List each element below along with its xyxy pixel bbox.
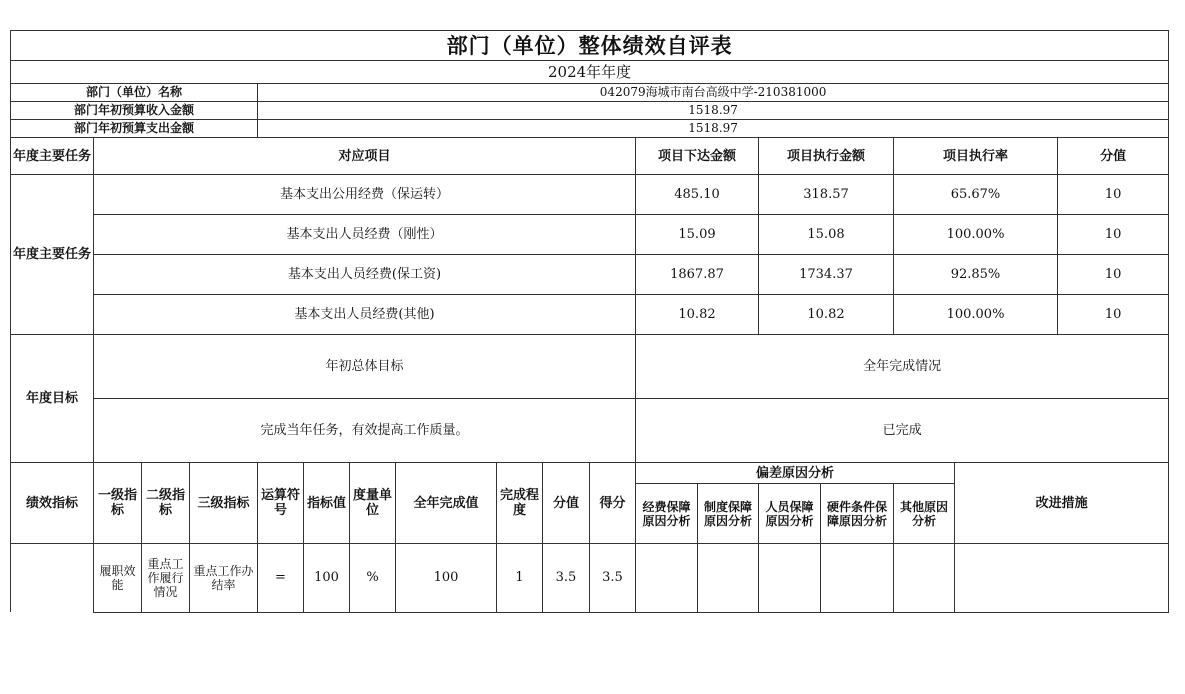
- budget-income-label: 部门年初预算收入金额: [11, 102, 258, 120]
- budget-expense-value: 1518.97: [258, 120, 1169, 138]
- improvement-header: 改进措施: [955, 463, 1169, 544]
- task-executed: 15.08: [759, 215, 894, 255]
- dev-funding-header: 经费保障原因分析: [636, 484, 698, 544]
- indicator-unit: %: [350, 544, 396, 613]
- task-row: [11, 215, 1169, 255]
- evaluation-table: [10, 30, 1169, 613]
- indicators-score-header: 得分: [590, 463, 636, 544]
- indicators-unit-header: 度量单位: [350, 463, 396, 544]
- dev-staff-header: 人员保障原因分析: [759, 484, 821, 544]
- task-issued: 10.82: [636, 295, 759, 335]
- tasks-header-executed: 项目执行金额: [759, 138, 894, 175]
- goals-completion-value: 已完成: [636, 399, 1169, 463]
- indicator-dev-system: [698, 544, 759, 613]
- indicator-dev-hardware: [821, 544, 894, 613]
- task-item: 基本支出人员经费(其他): [94, 295, 636, 335]
- performance-self-evaluation-sheet: [10, 30, 1168, 613]
- indicators-index-value-header: 指标值: [304, 463, 350, 544]
- indicators-score-value-header: 分值: [543, 463, 590, 544]
- indicator-row: [11, 544, 1169, 613]
- task-rate: 92.85%: [894, 255, 1058, 295]
- task-score-value: 10: [1058, 255, 1169, 295]
- dept-name-value: 042079海城市南台高级中学-210381000: [258, 84, 1169, 102]
- task-executed: 1734.37: [759, 255, 894, 295]
- indicator-dev-other: [894, 544, 955, 613]
- task-score-value: 10: [1058, 215, 1169, 255]
- indicators-level2-header: 二级指标: [142, 463, 190, 544]
- budget-income-value: 1518.97: [258, 102, 1169, 120]
- tasks-header-label: 年度主要任务: [11, 138, 94, 175]
- task-issued: 15.09: [636, 215, 759, 255]
- task-score-value: 10: [1058, 295, 1169, 335]
- task-executed: 10.82: [759, 295, 894, 335]
- indicators-level3-header: 三级指标: [190, 463, 258, 544]
- task-rate: 100.00%: [894, 215, 1058, 255]
- goals-initial-value: 完成当年任务，有效提高工作质量。: [94, 399, 636, 463]
- indicator-score: 3.5: [590, 544, 636, 613]
- indicator-level3: 重点工作办结率: [190, 544, 258, 613]
- goals-label: 年度目标: [11, 335, 94, 463]
- task-issued: 1867.87: [636, 255, 759, 295]
- indicator-annual-value: 100: [396, 544, 497, 613]
- task-row: [11, 255, 1169, 295]
- indicator-index-value: 100: [304, 544, 350, 613]
- task-item: 基本支出人员经费(保工资): [94, 255, 636, 295]
- sheet-title: 部门（单位）整体绩效自评表: [11, 31, 1169, 61]
- tasks-header-score-value: 分值: [1058, 138, 1169, 175]
- task-item: 基本支出公用经费（保运转）: [94, 175, 636, 215]
- indicator-dev-funding: [636, 544, 698, 613]
- budget-expense-label: 部门年初预算支出金额: [11, 120, 258, 138]
- indicator-row-label: [11, 544, 94, 613]
- indicator-operator: =: [258, 544, 304, 613]
- indicators-level1-header: 一级指标: [94, 463, 142, 544]
- indicators-operator-header: 运算符号: [258, 463, 304, 544]
- task-rate: 65.67%: [894, 175, 1058, 215]
- task-row: [11, 175, 1169, 215]
- tasks-header-issued: 项目下达金额: [636, 138, 759, 175]
- tasks-header-rate: 项目执行率: [894, 138, 1058, 175]
- indicator-level2: 重点工作履行情况: [142, 544, 190, 613]
- indicator-level1: 履职效能: [94, 544, 142, 613]
- indicators-annual-value-header: 全年完成值: [396, 463, 497, 544]
- goals-initial-header: 年初总体目标: [94, 335, 636, 399]
- task-executed: 318.57: [759, 175, 894, 215]
- dev-hardware-header: 硬件条件保障原因分析: [821, 484, 894, 544]
- dept-name-label: 部门（单位）名称: [11, 84, 258, 102]
- dev-system-header: 制度保障原因分析: [698, 484, 759, 544]
- fiscal-year: 2024年年度: [11, 61, 1169, 84]
- task-issued: 485.10: [636, 175, 759, 215]
- dev-other-header: 其他原因分析: [894, 484, 955, 544]
- task-item: 基本支出人员经费（刚性）: [94, 215, 636, 255]
- tasks-side-label: 年度主要任务: [11, 175, 94, 335]
- task-row: [11, 295, 1169, 335]
- deviation-analysis-header: 偏差原因分析: [636, 463, 955, 484]
- goals-completion-header: 全年完成情况: [636, 335, 1169, 399]
- indicators-completion-degree-header: 完成程度: [497, 463, 543, 544]
- indicator-improvement: [955, 544, 1169, 613]
- tasks-header-item: 对应项目: [94, 138, 636, 175]
- task-rate: 100.00%: [894, 295, 1058, 335]
- indicator-completion-degree: 1: [497, 544, 543, 613]
- indicators-label: 绩效指标: [11, 463, 94, 544]
- indicator-score-value: 3.5: [543, 544, 590, 613]
- task-score-value: 10: [1058, 175, 1169, 215]
- indicator-dev-staff: [759, 544, 821, 613]
